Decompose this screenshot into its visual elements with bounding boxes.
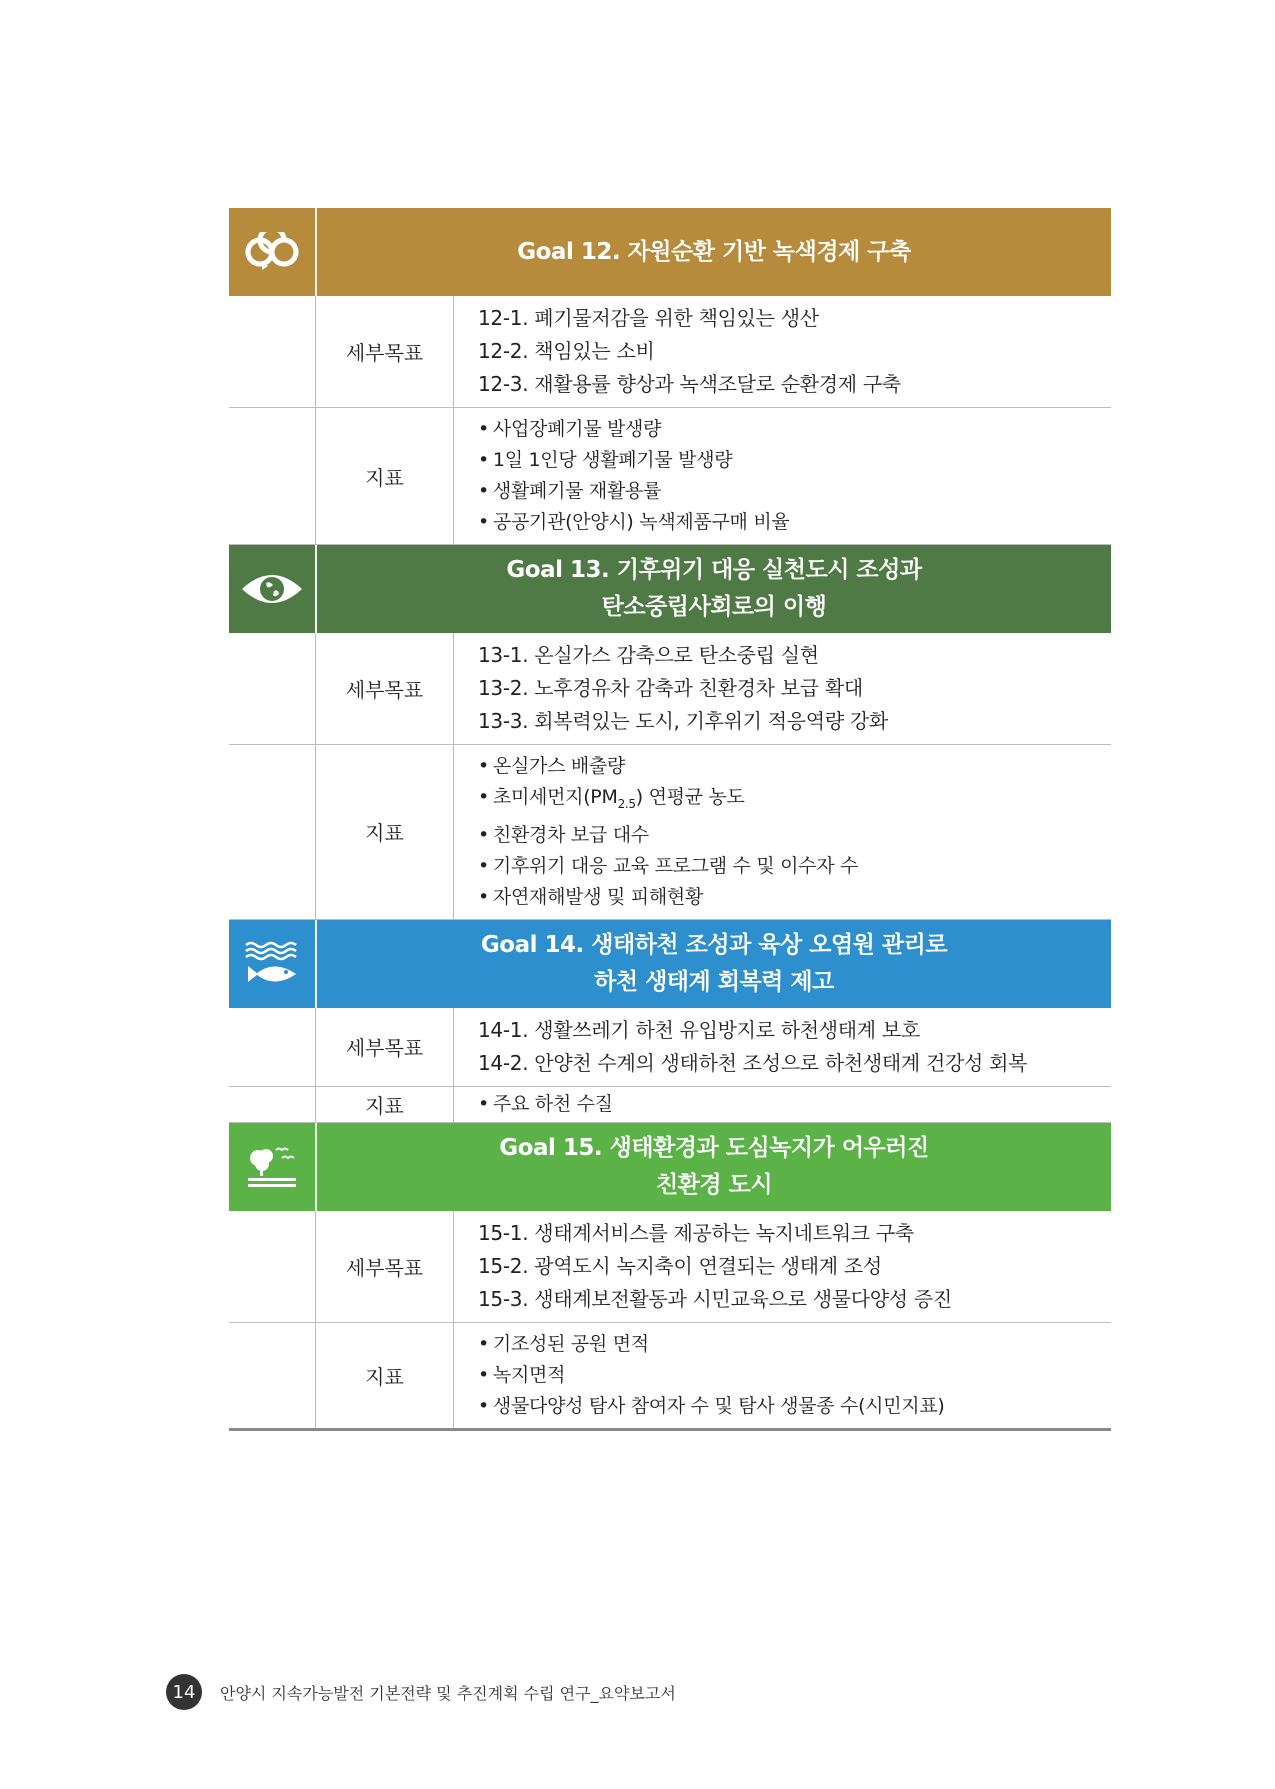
- goal-12-title: [317, 208, 1111, 296]
- goal-title-line: Goal 12. 자원순환 기반 녹색경제 구축: [517, 238, 911, 265]
- indicators-label: 지표: [316, 408, 454, 544]
- goal-14-indicators-row: [229, 1087, 1111, 1123]
- target-item: 15-3. 생태계보전활동과 시민교육으로 생물다양성 증진: [478, 1286, 952, 1311]
- target-item: 13-3. 회복력있는 도시, 기후위기 적응역량 강화: [478, 709, 888, 733]
- goal-14-title: [317, 920, 1111, 1008]
- goal-12-header: [229, 208, 1111, 296]
- indicator-item: • 자연재해발생 및 피해현황: [478, 885, 703, 908]
- indicator-item: • 주요 하천 수질: [478, 1092, 613, 1115]
- goal-13-title: [317, 545, 1111, 633]
- indicator-item: • 생활폐기물 재활용률: [478, 480, 662, 502]
- tree-birds-icon: [229, 1123, 317, 1211]
- page-number: 14: [166, 1674, 202, 1710]
- target-item: 13-1. 온실가스 감축으로 탄소중립 실현: [478, 643, 819, 667]
- indicator-item: • 기후위기 대응 교육 프로그램 수 및 이수자 수: [478, 854, 859, 877]
- targets-label: 세부목표: [316, 1211, 454, 1322]
- target-item: 12-1. 폐기물저감을 위한 책임있는 생산: [478, 306, 819, 330]
- goal-13-header: [229, 545, 1111, 633]
- footer-title: 안양시 지속가능발전 기본전략 및 추진계획 수립 연구_요약보고서: [220, 1683, 676, 1703]
- indicator-item: • 초미세먼지$(PM_{2.5})$ 연평균 농도: [478, 786, 745, 811]
- indicator-item: • 공공기관(안양시) 녹색제품구매 비율: [478, 511, 790, 533]
- target-item: 14-1. 생활쓰레기 하천 유입방지로 하천생태계 보호: [478, 1017, 920, 1042]
- fish-waves-icon: [229, 920, 317, 1008]
- indicators-label: 지표: [316, 745, 454, 919]
- indicator-item: • 기조성된 공원 면적: [478, 1332, 649, 1355]
- indicator-item: • 1일 1인당 생활폐기물 발생량: [478, 449, 733, 471]
- targets-label: 세부목표: [316, 633, 454, 744]
- goal-15-title: [317, 1123, 1111, 1211]
- goals-table: [229, 208, 1111, 1431]
- targets-label: 세부목표: [316, 296, 454, 407]
- goal-title-line: Goal 15. 생태환경과 도심녹지가 어우러진: [499, 1134, 929, 1161]
- goal-13-targets-row: [229, 633, 1111, 745]
- indicators-label: 지표: [316, 1087, 454, 1122]
- eye-globe-icon: [229, 545, 317, 633]
- goal-12-indicators-row: [229, 408, 1111, 545]
- goal-15-header: [229, 1123, 1111, 1211]
- targets-label: 세부목표: [316, 1008, 454, 1086]
- target-item: 14-2. 안양천 수계의 생태하천 조성으로 하천생태계 건강성 회복: [478, 1050, 1028, 1075]
- goal-15-indicators-row: [229, 1323, 1111, 1431]
- indicator-item: • 녹지면적: [478, 1363, 566, 1386]
- target-item: 12-3. 재활용률 향상과 녹색조달로 순환경제 구축: [478, 372, 901, 396]
- indicator-item: • 친환경차 보급 대수: [478, 823, 649, 846]
- goal-title-line: 하천 생태계 회복력 제고: [594, 968, 834, 995]
- target-item: 13-2. 노후경유차 감축과 친환경차 보급 확대: [478, 676, 863, 700]
- goal-14-targets-row: [229, 1008, 1111, 1087]
- indicators-label: 지표: [316, 1323, 454, 1428]
- goal-title-line: 탄소중립사회로의 이행: [601, 594, 827, 620]
- indicator-item: • 온실가스 배출량: [478, 755, 626, 777]
- indicator-item: • 사업장폐기물 발생량: [478, 418, 662, 440]
- recycle-infinity-icon: [229, 208, 317, 296]
- target-item: 15-2. 광역도시 녹지축이 연결되는 생태계 조성: [478, 1253, 882, 1278]
- target-item: 12-2. 책임있는 소비: [478, 339, 655, 363]
- goal-13-indicators-row: [229, 745, 1111, 920]
- goal-title-line: Goal 13. 기후위기 대응 실천도시 조성과: [506, 557, 922, 583]
- page-footer: [166, 1674, 676, 1710]
- goal-15-targets-row: [229, 1211, 1111, 1323]
- indicator-item: • 생물다양성 탐사 참여자 수 및 탐사 생물종 수(시민지표): [478, 1394, 945, 1417]
- target-item: 15-1. 생태계서비스를 제공하는 녹지네트워크 구축: [478, 1220, 914, 1245]
- goal-title-line: Goal 14. 생태하천 조성과 육상 오염원 관리로: [480, 931, 948, 958]
- goal-title-line: 친환경 도시: [655, 1171, 773, 1198]
- goal-12-targets-row: [229, 296, 1111, 408]
- goal-14-header: [229, 920, 1111, 1008]
